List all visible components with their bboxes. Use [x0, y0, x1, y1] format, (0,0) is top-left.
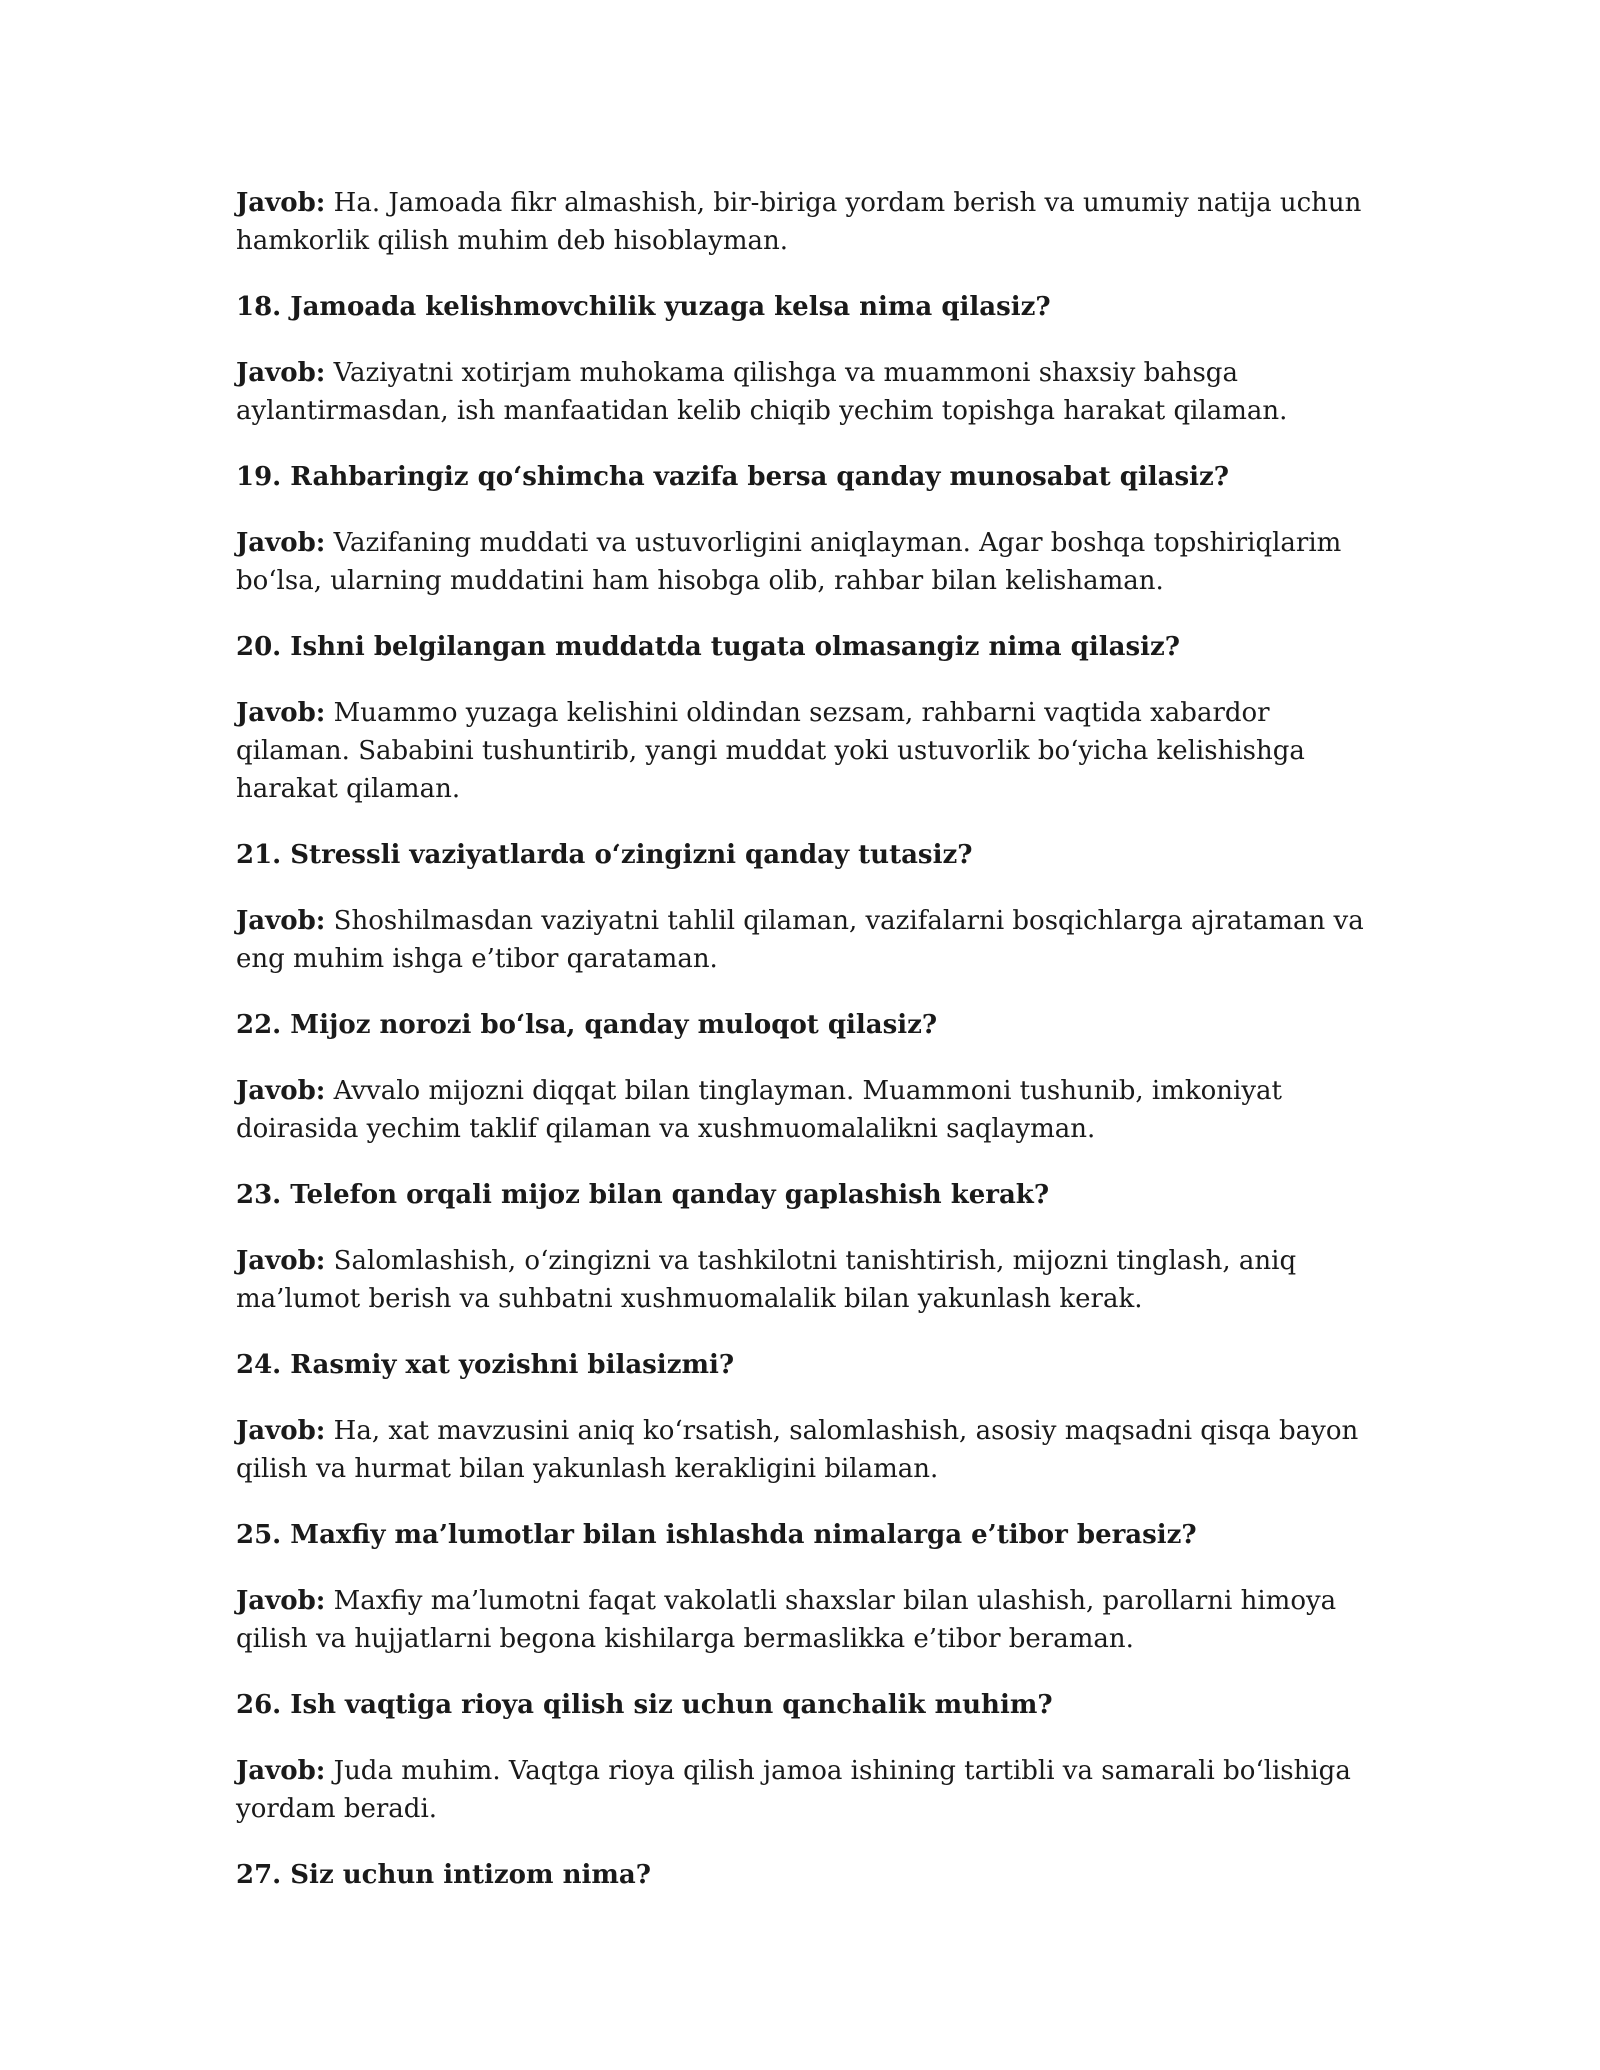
question-18: 18. Jamoada kelishmovchilik yuzaga kelsa nima qilasiz?	[236, 292, 1051, 322]
answer-label: Javob:	[236, 1756, 326, 1786]
question-20: 20. Ishni belgilangan muddatda tugata olmasangiz nima qilasiz?	[236, 632, 1180, 662]
question-25: 25. Maxfiy ma’lumotlar bilan ishlashda nimalarga e’tibor berasiz?	[236, 1520, 1197, 1550]
answer-22	[236, 1072, 1366, 1148]
answer-label: Javob:	[236, 1246, 326, 1276]
answer-text: Vaziyatni xotirjam muhokama qilishga va muammoni shaxsiy bahsga aylantirmasdan, ish manfaatidan kelib chiqib yechim topishga harakat qilaman.	[236, 358, 1288, 426]
answer-text: Shoshilmasdan vaziyatni tahlil qilaman, vazifalarni bosqichlarga ajrataman va eng muhim ishga e’tibor qarataman.	[236, 906, 1364, 974]
answer-text: Ha. Jamoada fikr almashish, bir-biriga yordam berish va umumiy natija uchun hamkorlik qilish muhim deb hisoblayman.	[236, 188, 1362, 256]
question-23: 23. Telefon orqali mijoz bilan qanday gaplashish kerak?	[236, 1180, 1050, 1210]
answer-label: Javob:	[236, 358, 326, 388]
answer-20	[236, 694, 1366, 808]
question-19: 19. Rahbaringiz qo‘shimcha vazifa bersa qanday munosabat qilasiz?	[236, 462, 1230, 492]
answer-label: Javob:	[236, 188, 326, 218]
answer-text: Vazifaning muddati va ustuvorligini aniqlayman. Agar boshqa topshiriqlarim bo‘lsa, ularning muddatini ham hisobga olib, rahbar bilan kelishaman.	[236, 528, 1342, 596]
question-24: 24. Rasmiy xat yozishni bilasizmi?	[236, 1350, 735, 1380]
answer-21	[236, 902, 1366, 978]
answer-23	[236, 1242, 1366, 1318]
question-27: 27. Siz uchun intizom nima?	[236, 1860, 651, 1890]
answer-text: Muammo yuzaga kelishini oldindan sezsam, rahbarni vaqtida xabardor qilaman. Sababini tushuntirib, yangi muddat yoki ustuvorlik bo‘yicha kelishishga harakat qilaman.	[236, 698, 1305, 804]
answer-label: Javob:	[236, 1076, 326, 1106]
answer-text: Juda muhim. Vaqtga rioya qilish jamoa ishining tartibli va samarali bo‘lishiga yordam beradi.	[236, 1756, 1351, 1824]
answer-text: Salomlashish, o‘zingizni va tashkilotni tanishtirish, mijozni tinglash, aniq ma’lumot berish va suhbatni xushmuomalalik bilan yakunlash kerak.	[236, 1246, 1297, 1314]
answer-label: Javob:	[236, 906, 326, 936]
answer-text: Maxfiy ma’lumotni faqat vakolatli shaxslar bilan ulashish, parollarni himoya qilish va hujjatlarni begona kishilarga bermaslikka e’tibor beraman.	[236, 1586, 1337, 1654]
question-21: 21. Stressli vaziyatlarda o‘zingizni qanday tutasiz?	[236, 840, 973, 870]
answer-label: Javob:	[236, 528, 326, 558]
answer-18	[236, 354, 1366, 430]
answer-intro	[236, 184, 1366, 260]
answer-19	[236, 524, 1366, 600]
answer-text: Avvalo mijozni diqqat bilan tinglayman. Muammoni tushunib, imkoniyat doirasida yechim taklif qilaman va xushmuomalalikni saqlayman.	[236, 1076, 1283, 1144]
answer-24	[236, 1412, 1366, 1488]
answer-label: Javob:	[236, 1416, 326, 1446]
question-22: 22. Mijoz norozi bo‘lsa, qanday muloqot qilasiz?	[236, 1010, 938, 1040]
answer-text: Ha, xat mavzusini aniq ko‘rsatish, salomlashish, asosiy maqsadni qisqa bayon qilish va hurmat bilan yakunlash kerakligini bilaman.	[236, 1416, 1359, 1484]
answer-label: Javob:	[236, 1586, 326, 1616]
answer-label: Javob:	[236, 698, 326, 728]
answer-26	[236, 1752, 1366, 1828]
document-page	[236, 184, 1366, 1922]
question-26: 26. Ish vaqtiga rioya qilish siz uchun qanchalik muhim?	[236, 1690, 1053, 1720]
answer-25	[236, 1582, 1366, 1658]
